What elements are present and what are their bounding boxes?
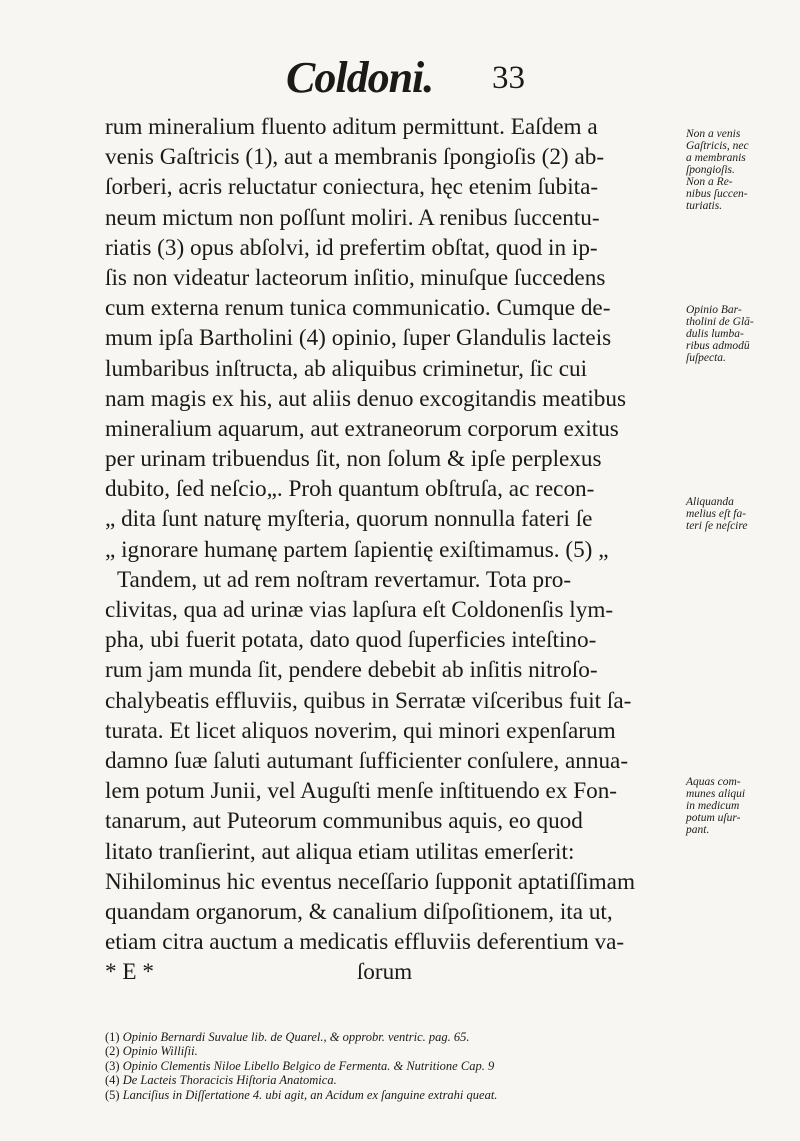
margin-note-line: dulis lumba-	[686, 328, 744, 340]
text-line: nam magis ex his, aut aliis denuo excogitandis meatibus	[105, 385, 626, 412]
text-line: neum mictum non poſſunt moliri. A renibus ſuccentu-	[105, 204, 600, 231]
text-line: damno ſuæ ſaluti autumant ſufficienter conſulere, annua-	[105, 747, 629, 774]
page-number: 33	[492, 60, 525, 96]
margin-note	[686, 128, 796, 212]
margin-note-line: ſuſpecta.	[686, 352, 726, 364]
text-line: Tandem, ut ad rem noſtram revertamur. Tota pro-	[117, 566, 572, 593]
margin-note-line: potum uſur-	[686, 812, 741, 824]
margin-note-line: tholini de Glā-	[686, 316, 754, 328]
text-line: rum mineralium fluento aditum permittunt. Eaſdem a	[105, 114, 598, 140]
margin-note-line: Non a venis	[686, 128, 741, 140]
footnote-number: (1)	[105, 1030, 120, 1044]
text-line: mum ipſa Bartholini (4) opinio, ſuper Glandulis lacteis	[105, 325, 612, 352]
text-line: chalybeatis effluviis, quibus in Serratæ viſceribus fuit ſa-	[105, 687, 632, 714]
text-line: cum externa renum tunica communicatio. Cumque de-	[105, 295, 611, 322]
footnote-text: Opinio Williſii.	[122, 1044, 198, 1059]
footnote-text: Opinio Bernardi Suvalue lib. de Quarel., & opprobr. ventric. pag. 65.	[122, 1030, 470, 1044]
text-line: ſorberi, acris reluctatur coniectura, hęc etenim ſubita-	[105, 174, 599, 201]
margin-note-line: Opinio Bar-	[686, 304, 742, 316]
running-title: Coldoni.	[286, 53, 434, 102]
running-head	[0, 52, 800, 112]
text-line: lumbaribus inſtructa, ab aliquibus criminetur, ſic cui	[105, 355, 588, 382]
text-line: venis Gaſtricis (1), aut a membranis ſpongioſis (2) ab-	[105, 144, 605, 171]
text-line: „ dita ſunt naturę myſteria, quorum nonnulla fateri ſe	[105, 506, 593, 533]
text-line: pha, ubi fuerit potata, dato quod ſuperficies inteſtino-	[105, 627, 597, 654]
margin-note-line: turiatis.	[686, 200, 723, 212]
footnotes	[105, 1030, 725, 1102]
margin-note-line: in medicum	[686, 800, 740, 812]
margin-note-line: melius eſt fa-	[686, 508, 747, 520]
text-line: turata. Et licet aliquos noverim, qui minori expenſarum	[105, 717, 616, 744]
text-line: ſis non videatur lacteorum inſitio, minuſque ſuccedens	[105, 264, 606, 291]
text-line: „ ignorare humanę partem ſapientię exiſtimamus. (5) „	[105, 536, 609, 563]
footnote-number: (3)	[105, 1058, 120, 1073]
text-line: etiam citra auctum a medicatis effluviis deferentium va-	[105, 929, 625, 956]
margin-note-line: teri ſe neſcire	[686, 520, 748, 532]
margin-note-line: ribus admodū	[686, 340, 750, 352]
text-line: litato tranſierint, aut aliqua etiam utilitas emerſerit:	[105, 838, 575, 865]
footnote-number: (4)	[105, 1073, 120, 1088]
text-line: Nihilominus hic eventus neceſſario ſupponit aptatiſſimam	[105, 868, 635, 895]
margin-note	[686, 304, 796, 364]
footnote-text: De Lacteis Thoracicis Hiſtoria Anatomica.	[122, 1073, 337, 1088]
text-line: mineralium aquarum, aut extraneorum corporum exitus	[105, 415, 619, 442]
text-line: dubito, ſed neſcio„. Proh quantum obſtruſa, ac recon-	[105, 476, 595, 503]
margin-note-line: Aliquanda	[686, 496, 734, 508]
text-line: quandam organorum, & canalium diſpoſitionem, ita ut,	[105, 898, 613, 925]
footnote	[105, 1073, 725, 1087]
footnote	[105, 1059, 725, 1073]
margin-note	[686, 776, 796, 836]
footnote-number: (5)	[105, 1087, 120, 1102]
margin-note	[686, 496, 796, 532]
text-line: rum jam munda ſit, pendere debebit ab inſitis nitroſo-	[105, 657, 598, 684]
footnote-number: (2)	[105, 1044, 120, 1059]
footnote	[105, 1044, 725, 1058]
footnote	[105, 1030, 725, 1044]
catchword-line: * E * ſorum	[105, 959, 413, 986]
text-line: per urinam tribuendus ſit, non ſolum & ipſe perplexus	[105, 446, 602, 473]
footnote-text: Lanciſius in Diſſertatione 4. ubi agit, an Acidum ex ſanguine extrahi queat.	[122, 1087, 498, 1102]
footnote-text: Opinio Clementis Niloe Libello Belgico de Fermenta. & Nutritione Cap. 9	[122, 1058, 495, 1073]
footnote	[105, 1088, 725, 1102]
text-line: clivitas, qua ad urinæ vias lapſura eſt Coldonenſis lym-	[105, 597, 614, 623]
margin-note-line: pant.	[686, 824, 710, 836]
margin-note-line: Gaſtricis, nec	[686, 140, 749, 152]
margin-note-line: nibus ſuccen-	[686, 188, 748, 200]
text-line: riatis (3) opus abſolvi, id prefertim obſtat, quod in ip-	[105, 234, 598, 261]
text-line: lem potum Junii, vel Auguſti menſe inſtituendo ex Fon-	[105, 778, 618, 805]
margin-note-line: a membranis	[686, 152, 746, 164]
main-text	[105, 112, 675, 987]
text-line: tanarum, aut Puteorum communibus aquis, eo quod	[105, 808, 583, 835]
margin-note-line: ſpongioſis.	[686, 164, 735, 176]
margin-note-line: Aquas com-	[686, 776, 741, 788]
margin-note-line: munes aliqui	[686, 788, 746, 800]
margin-note-line: Non a Re-	[686, 176, 733, 188]
